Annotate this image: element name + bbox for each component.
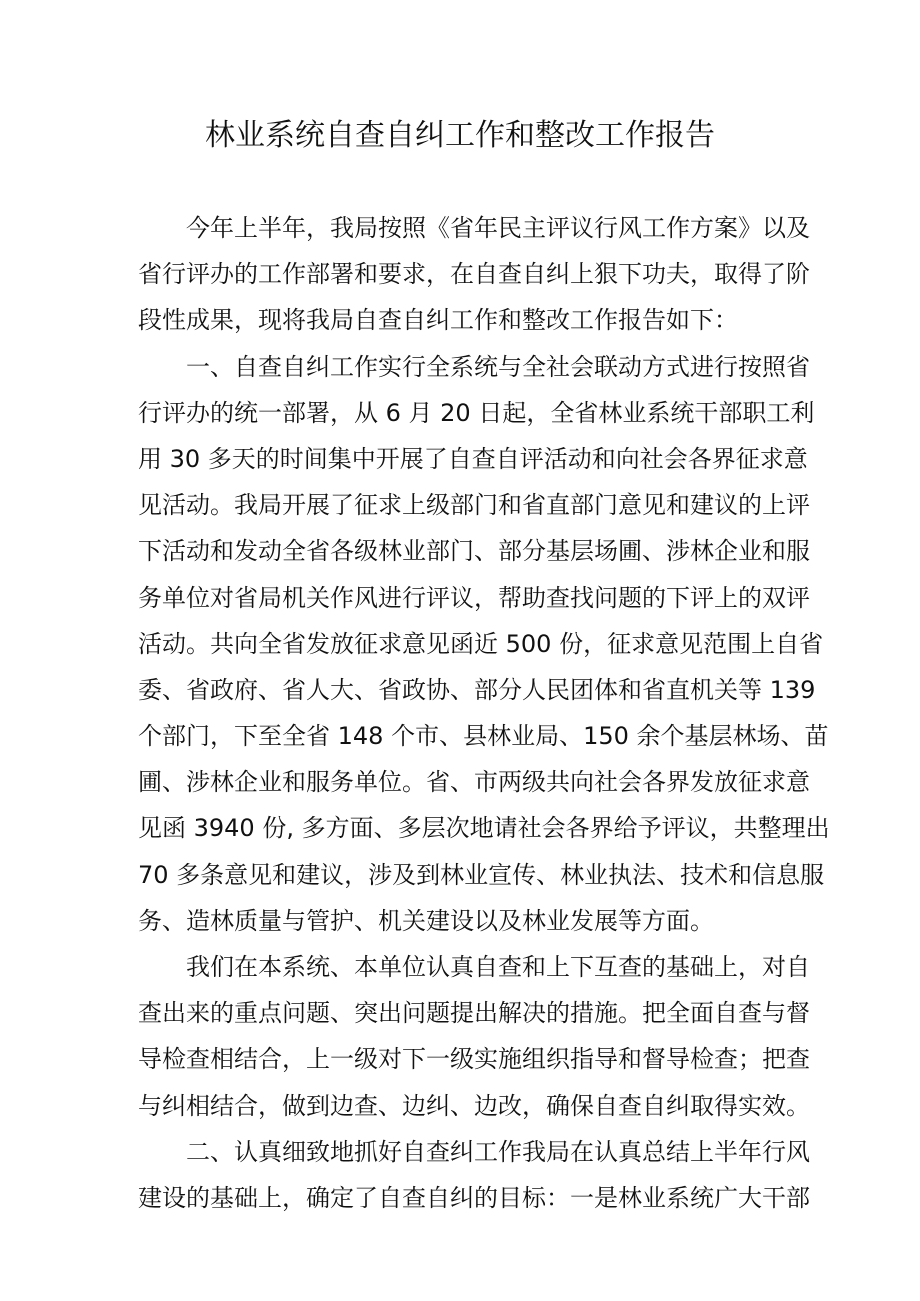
text-line: 活动。共向全省发放征求意见函近 500 份，征求意见范围上自省: [138, 629, 824, 658]
text-line: 务单位对省局机关作风进行评议，帮助查找问题的下评上的双评: [138, 583, 810, 612]
text-line: 委、省政府、省人大、省政协、部分人民团体和省直机关等 139: [138, 675, 816, 704]
text-line: 见活动。我局开展了征求上级部门和省直部门意见和建议的上评: [138, 491, 810, 520]
text-line: 查出来的重点问题、突出问题提出解决的措施。把全面自查与督: [138, 999, 810, 1028]
text-line: 一、自查自纠工作实行全系统与全社会联动方式进行按照省: [186, 352, 810, 381]
text-line: 二、认真细致地抓好自查纠工作我局在认真总结上半年行风: [186, 1137, 810, 1166]
text-line: 导检查相结合，上一级对下一级实施组织指导和督导检查；把查: [138, 1045, 810, 1074]
text-line: 务、造林质量与管护、机关建设以及林业发展等方面。: [138, 906, 714, 935]
text-line: 今年上半年，我局按照《省年民主评议行风工作方案》以及: [186, 214, 810, 242]
document-body: [138, 205, 830, 1221]
text-line: 建设的基础上，确定了自查自纠的目标：一是林业系统广大干部: [138, 1183, 810, 1212]
text-line: 个部门，下至全省 148 个市、县林业局、150 余个基层林场、苗: [138, 722, 829, 751]
text-line: 圃、涉林企业和服务单位。省、市两级共向社会各界发放征求意: [138, 768, 810, 797]
text-line: 70 多条意见和建议，涉及到林业宣传、林业执法、技术和信息服: [138, 860, 825, 889]
text-line: 与纠相结合，做到边查、边纠、边改，确保自查自纠取得实效。: [138, 1091, 810, 1120]
text-line: 下活动和发动全省各级林业部门、部分基层场圃、涉林企业和服: [138, 537, 810, 566]
document-title: 林业系统自查自纠工作和整改工作报告: [205, 118, 715, 153]
text-line: 行评办的统一部署，从 6 月 20 日起，全省林业系统干部职工利: [138, 398, 815, 427]
text-line: 用 30 多天的时间集中开展了自查自评活动和向社会各界征求意: [138, 444, 808, 473]
text-line: 见函 3940 份, 多方面、多层次地请社会各界给予评议，共整理出: [138, 814, 830, 843]
text-line: 段性成果，现将我局自查自纠工作和整改工作报告如下：: [138, 306, 738, 335]
text-line: 我们在本系统、本单位认真自查和上下互查的基础上，对自: [186, 953, 810, 981]
text-line: 省行评办的工作部署和要求，在自查自纠上狠下功夫，取得了阶: [138, 260, 810, 289]
